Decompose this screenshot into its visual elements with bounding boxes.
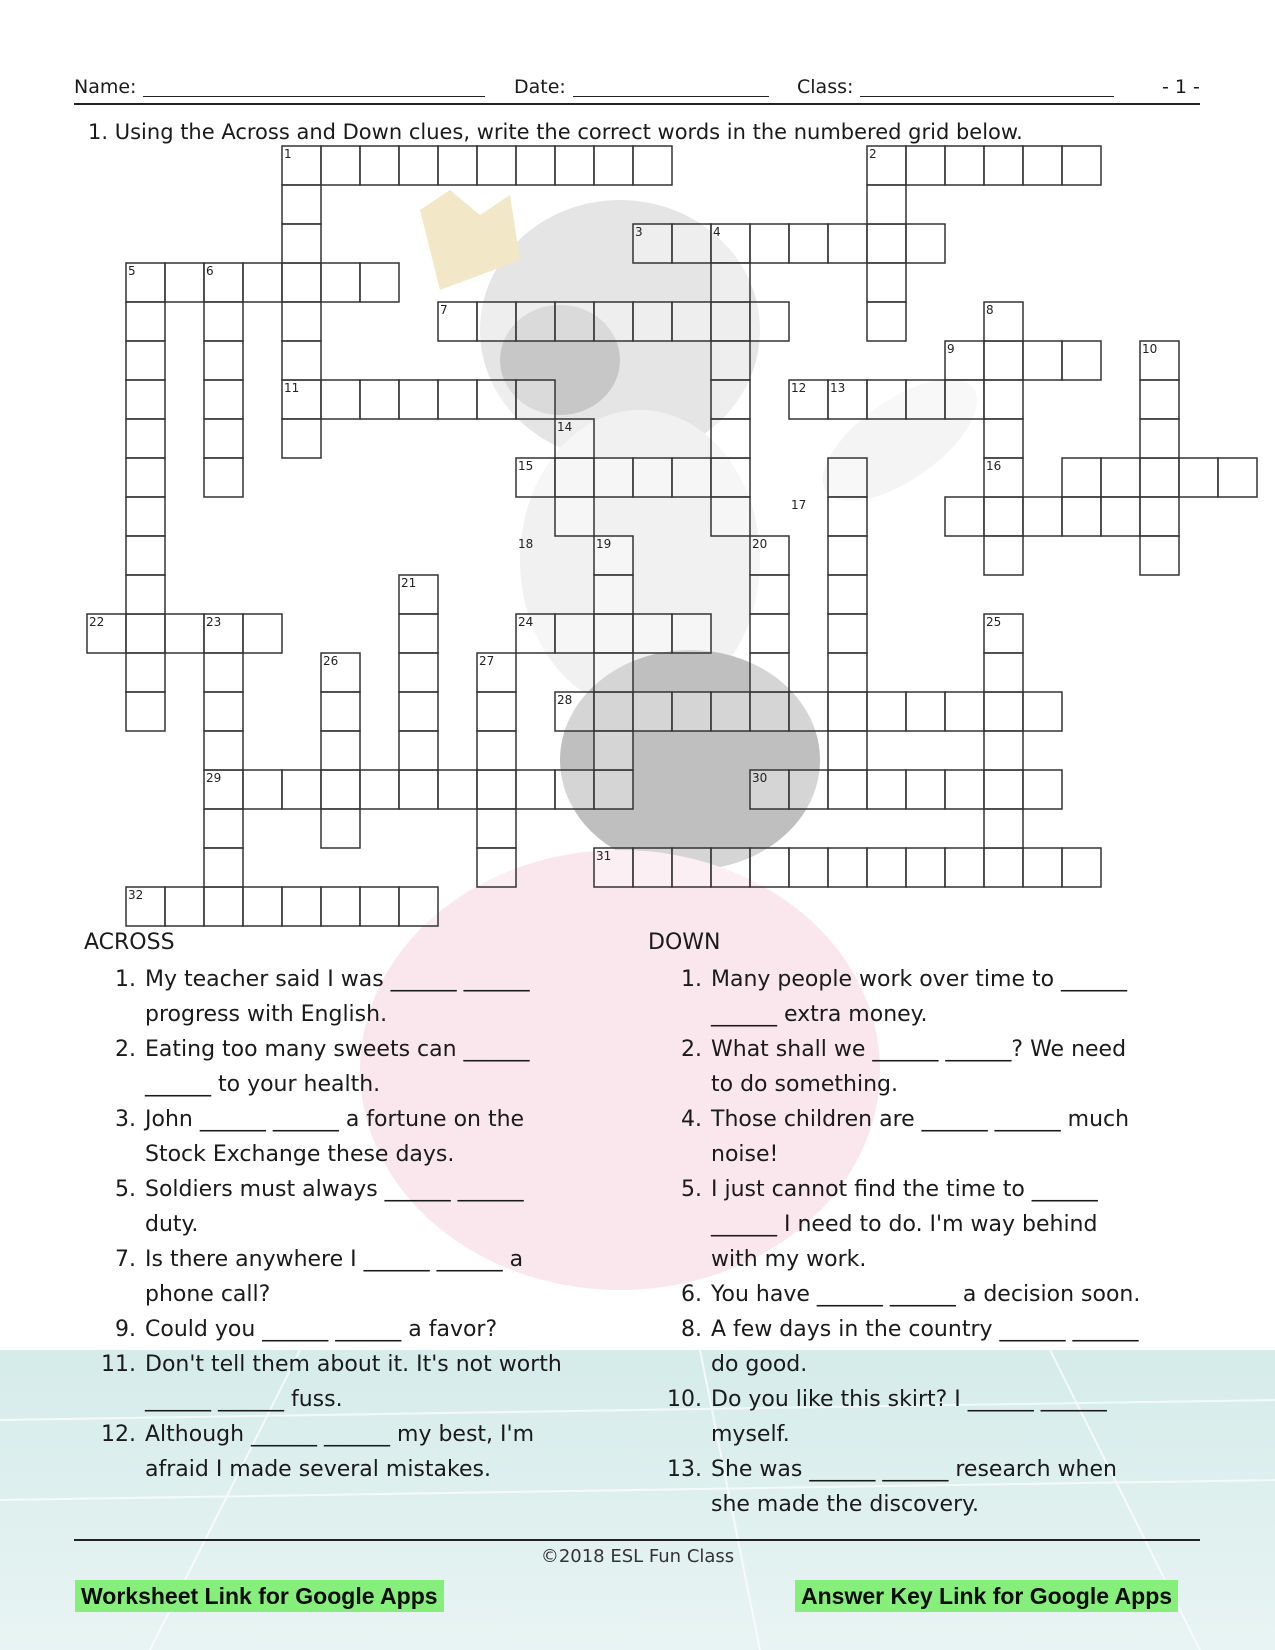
clue-text-continued: myself. [711,1422,790,1447]
grid-cell[interactable] [243,887,282,926]
grid-cell[interactable] [360,146,399,185]
grid-cell[interactable] [828,614,867,653]
clue-text: Is there anywhere I ______ ______ a [145,1247,524,1272]
clue-text-continued: with my work. [711,1247,867,1272]
grid-cell[interactable] [243,263,282,302]
grid-cell[interactable] [555,458,594,497]
grid-cell[interactable] [984,848,1023,887]
grid-cell[interactable] [477,809,516,848]
grid-cell[interactable] [477,731,516,770]
grid-cell[interactable] [672,614,711,653]
grid-cell[interactable] [867,692,906,731]
grid-cell[interactable] [750,692,789,731]
grid-cell[interactable] [204,458,243,497]
grid-cell[interactable] [711,380,750,419]
clue-number: 3. [115,1107,136,1132]
grid-cell[interactable] [321,809,360,848]
clue-number: 8. [681,1317,702,1342]
grid-cell[interactable] [516,380,555,419]
grid-cell[interactable] [477,848,516,887]
grid-cell[interactable] [126,653,165,692]
grid-cell[interactable] [399,692,438,731]
clue-text: She was ______ ______ research when [711,1457,1117,1482]
grid-cell[interactable] [789,692,828,731]
grid-cell[interactable] [126,614,165,653]
clue-text-continued: progress with English. [145,1002,388,1027]
clue-number: 2. [681,1037,702,1062]
grid-cell[interactable] [516,146,555,185]
grid-cell[interactable] [477,770,516,809]
grid-cell[interactable] [945,848,984,887]
clue-number-label: 6 [206,264,214,278]
clue-number: 5. [115,1177,136,1202]
grid-cell[interactable] [828,848,867,887]
grid-cell[interactable] [321,887,360,926]
grid-cell[interactable] [1023,848,1062,887]
grid-cell[interactable] [633,146,672,185]
grid-cell[interactable] [984,419,1023,458]
grid-cell[interactable] [282,887,321,926]
grid-cell[interactable] [828,731,867,770]
clue-text: Many people work over time to ______ [711,967,1128,992]
clue-text: Could you ______ ______ a favor? [145,1317,498,1342]
grid-cell[interactable] [243,770,282,809]
grid-cell[interactable] [282,770,321,809]
grid-cell[interactable] [1062,497,1101,536]
grid-cell[interactable] [711,341,750,380]
clue-number-label: 22 [89,615,105,629]
clue-text-continued: afraid I made several mistakes. [145,1457,491,1482]
grid-cell[interactable] [984,536,1023,575]
grid-cell[interactable] [594,731,633,770]
instruction-number: 1. [88,120,109,144]
grid-cell[interactable] [360,263,399,302]
worksheet-link[interactable]: Worksheet Link for Google Apps [75,1580,444,1612]
grid-cell[interactable] [126,536,165,575]
grid-cell[interactable] [945,146,984,185]
grid-cell[interactable] [711,848,750,887]
clue-text-continued: ______ I need to do. I'm way behind [711,1212,1098,1237]
down-heading: DOWN [648,930,721,955]
grid-cell[interactable] [789,224,828,263]
clue-text-continued: noise! [711,1142,779,1167]
grid-cell[interactable] [711,497,750,536]
grid-cell[interactable] [477,302,516,341]
grid-cell[interactable] [1140,458,1179,497]
grid-cell[interactable] [438,770,477,809]
grid-cell[interactable] [516,770,555,809]
clue-text: I just cannot find the time to ______ [711,1177,1098,1202]
grid-cell[interactable] [672,848,711,887]
grid-cell[interactable] [750,224,789,263]
grid-cell[interactable] [126,419,165,458]
grid-cell[interactable] [321,380,360,419]
clue-number-label: 30 [752,771,768,785]
grid-cell[interactable] [204,380,243,419]
grid-cell[interactable] [711,263,750,302]
clue-text-continued: ______ to your health. [145,1072,381,1097]
grid-cell[interactable] [1062,341,1101,380]
grid-cell[interactable] [633,458,672,497]
grid-cell[interactable] [828,536,867,575]
grid-cell[interactable] [204,419,243,458]
clue-number-label: 19 [596,537,612,551]
grid-cell[interactable] [945,770,984,809]
grid-cell[interactable] [1218,458,1257,497]
grid-cell[interactable] [906,224,945,263]
clue-number-label: 2 [869,147,877,161]
grid-cell[interactable] [945,497,984,536]
grid-cell[interactable] [477,380,516,419]
grid-cell[interactable] [204,341,243,380]
grid-cell[interactable] [984,497,1023,536]
clue-text: Eating too many sweets can ______ [145,1037,530,1062]
grid-cell[interactable] [867,848,906,887]
grid-cell[interactable] [282,419,321,458]
clue-number-label: 27 [479,654,495,668]
clue-number-label: 14 [557,420,573,434]
clue-number-label: 28 [557,693,573,707]
grid-cell[interactable] [321,146,360,185]
grid-cell[interactable] [399,653,438,692]
grid-cell[interactable] [126,497,165,536]
grid-cell[interactable] [1140,497,1179,536]
clue-number-label: 12 [791,381,807,395]
grid-cell[interactable] [555,146,594,185]
clue-text: You have ______ ______ a decision soon. [711,1282,1141,1307]
grid-cell[interactable] [1101,458,1140,497]
page-number: - 1 - [1162,76,1200,98]
grid-cell[interactable] [594,770,633,809]
clue-number-label: 25 [986,615,1002,629]
clue-text-continued: ______ ______ fuss. [145,1387,343,1412]
grid-cell[interactable] [399,614,438,653]
clue-text-continued: phone call? [145,1282,271,1307]
grid-cell[interactable] [711,302,750,341]
grid-cell[interactable] [711,692,750,731]
clue-number: 1. [115,967,136,992]
clue-text-continued: do good. [711,1352,808,1377]
grid-cell[interactable] [984,380,1023,419]
grid-cell[interactable] [126,575,165,614]
grid-cell[interactable] [906,380,945,419]
grid-cell[interactable] [165,887,204,926]
clue-text: Do you like this skirt? I ______ ______ [711,1387,1107,1412]
grid-cell[interactable] [672,224,711,263]
clue-number: 2. [115,1037,136,1062]
clue-number-label: 24 [518,615,534,629]
clue-number-label: 7 [440,303,448,317]
grid-cell[interactable] [399,887,438,926]
grid-cell[interactable] [828,692,867,731]
grid-cell[interactable] [399,146,438,185]
grid-cell[interactable] [126,302,165,341]
date-label: Date: [514,76,566,98]
grid-cell[interactable] [126,380,165,419]
grid-cell[interactable] [282,185,321,224]
clue-text: Soldiers must always ______ ______ [145,1177,524,1202]
grid-cell[interactable] [594,614,633,653]
grid-cell[interactable] [750,575,789,614]
grid-cell[interactable] [984,146,1023,185]
clue-number-label: 20 [752,537,768,551]
clue-text: A few days in the country ______ ______ [711,1317,1139,1342]
grid-cell[interactable] [750,848,789,887]
grid-cell[interactable] [594,575,633,614]
grid-cell[interactable] [1062,146,1101,185]
grid-cell[interactable] [204,653,243,692]
grid-cell[interactable] [516,302,555,341]
grid-cell[interactable] [867,302,906,341]
clue-number: 7. [115,1247,136,1272]
grid-cell[interactable] [711,419,750,458]
grid-cell[interactable] [906,146,945,185]
grid-cell[interactable] [867,185,906,224]
clue-number: 12. [101,1422,136,1447]
grid-cell[interactable] [204,809,243,848]
clue-number: 4. [681,1107,702,1132]
grid-cell[interactable] [1023,497,1062,536]
grid-cell[interactable] [1062,848,1101,887]
clue-number-label: 4 [713,225,721,239]
clue-text-continued: she made the discovery. [711,1492,980,1517]
grid-cell[interactable] [204,302,243,341]
grid-cell[interactable] [1179,458,1218,497]
grid-cell[interactable] [360,887,399,926]
grid-cell[interactable] [1023,692,1062,731]
grid-cell[interactable] [789,770,828,809]
grid-cell[interactable] [438,380,477,419]
grid-cell[interactable] [555,770,594,809]
grid-cell[interactable] [828,458,867,497]
grid-cell[interactable] [867,263,906,302]
grid-cell[interactable] [906,692,945,731]
grid-cell[interactable] [984,809,1023,848]
grid-cell[interactable] [321,731,360,770]
grid-cell[interactable] [321,692,360,731]
clue-number: 10. [667,1387,702,1412]
grid-cell[interactable] [1023,146,1062,185]
clue-number-label: 23 [206,615,222,629]
grid-cell[interactable] [594,302,633,341]
clue-number-label: 29 [206,771,222,785]
clue-number: 13. [667,1457,702,1482]
grid-cell[interactable] [282,263,321,302]
grid-cell[interactable] [750,614,789,653]
grid-cell[interactable] [126,692,165,731]
clue-text: Those children are ______ ______ much [711,1107,1130,1132]
grid-cell[interactable] [945,692,984,731]
clue-text: Don't tell them about it. It's not worth [145,1352,562,1377]
clue-number-label: 10 [1142,342,1158,356]
grid-cell[interactable] [828,653,867,692]
clue-number-label: 18 [518,537,534,551]
grid-cell[interactable] [282,341,321,380]
grid-cell[interactable] [477,692,516,731]
grid-cell[interactable] [282,224,321,263]
across-heading: ACROSS [84,930,175,955]
grid-cell[interactable] [672,302,711,341]
class-label: Class: [797,76,854,98]
grid-cell[interactable] [321,770,360,809]
instruction-text: Using the Across and Down clues, write the correct words in the numbered grid below. [114,120,1023,144]
grid-cell[interactable] [204,848,243,887]
grid-cell[interactable] [672,692,711,731]
clue-number-label: 31 [596,849,612,863]
clue-number-label: 8 [986,303,994,317]
clue-number-label: 15 [518,459,534,473]
clue-number-label: 32 [128,888,144,902]
copyright: ©2018 ESL Fun Class [540,1546,735,1567]
grid-cell[interactable] [750,653,789,692]
clue-text-continued: ______ extra money. [711,1002,928,1027]
grid-cell[interactable] [1101,497,1140,536]
clue-text: My teacher said I was ______ ______ [145,967,530,992]
grid-cell[interactable] [126,341,165,380]
grid-cell[interactable] [399,380,438,419]
grid-cell[interactable] [1062,458,1101,497]
clue-number-label: 26 [323,654,339,668]
grid-cell[interactable] [867,380,906,419]
grid-cell[interactable] [867,224,906,263]
clue-text-continued: to do something. [711,1072,898,1097]
clue-text: John ______ ______ a fortune on the [145,1107,525,1132]
grid-cell[interactable] [360,380,399,419]
clue-number-label: 1 [284,147,292,161]
grid-cell[interactable] [399,731,438,770]
grid-cell[interactable] [828,224,867,263]
grid-cell[interactable] [789,848,828,887]
grid-cell[interactable] [243,614,282,653]
clue-number: 9. [115,1317,136,1342]
clue-number-label: 17 [791,498,807,512]
name-label: Name: [74,76,137,98]
clue-text-continued: Stock Exchange these days. [145,1142,455,1167]
grid-cell[interactable] [1023,341,1062,380]
grid-cell[interactable] [633,692,672,731]
grid-cell[interactable] [828,575,867,614]
grid-cell[interactable] [438,146,477,185]
grid-cell[interactable] [711,458,750,497]
grid-cell[interactable] [984,692,1023,731]
grid-cell[interactable] [477,146,516,185]
clue-number: 11. [101,1352,136,1377]
grid-cell[interactable] [204,692,243,731]
grid-cell[interactable] [945,380,984,419]
grid-cell[interactable] [165,614,204,653]
grid-cell[interactable] [633,302,672,341]
clue-text-continued: duty. [145,1212,199,1237]
grid-cell[interactable] [282,302,321,341]
grid-cell[interactable] [399,770,438,809]
grid-cell[interactable] [594,146,633,185]
grid-cell[interactable] [867,770,906,809]
clue-number-label: 21 [401,576,417,590]
clue-number-label: 9 [947,342,955,356]
grid-cell[interactable] [594,692,633,731]
grid-cell[interactable] [828,497,867,536]
grid-cell[interactable] [555,497,594,536]
clue-number: 6. [681,1282,702,1307]
clue-number-label: 13 [830,381,846,395]
grid-cell[interactable] [1140,419,1179,458]
grid-cell[interactable] [594,653,633,692]
clue-number-label: 11 [284,381,300,395]
grid-cell[interactable] [204,731,243,770]
grid-cell[interactable] [984,731,1023,770]
grid-cell[interactable] [360,770,399,809]
clue-text: Although ______ ______ my best, I'm [145,1422,535,1447]
grid-cell[interactable] [1023,770,1062,809]
grid-cell[interactable] [672,458,711,497]
grid-cell[interactable] [984,653,1023,692]
grid-cell[interactable] [594,458,633,497]
clue-number-label: 3 [635,225,643,239]
grid-cell[interactable] [555,614,594,653]
clue-number: 5. [681,1177,702,1202]
grid-cell[interactable] [984,770,1023,809]
grid-cell[interactable] [633,848,672,887]
clue-number-label: 5 [128,264,136,278]
grid-cell[interactable] [984,341,1023,380]
grid-cell[interactable] [633,614,672,653]
grid-cell[interactable] [906,770,945,809]
clue-number-label: 16 [986,459,1002,473]
grid-cell[interactable] [555,302,594,341]
grid-cell[interactable] [204,887,243,926]
grid-cell[interactable] [828,770,867,809]
grid-cell[interactable] [1140,380,1179,419]
grid-cell[interactable] [1140,536,1179,575]
grid-cell[interactable] [165,263,204,302]
grid-cell[interactable] [906,848,945,887]
grid-cell[interactable] [126,458,165,497]
clue-number: 1. [681,967,702,992]
grid-cell[interactable] [750,302,789,341]
grid-cell[interactable] [321,263,360,302]
clue-text: What shall we ______ ______? We need [711,1037,1127,1062]
answer-key-link[interactable]: Answer Key Link for Google Apps [795,1580,1178,1612]
